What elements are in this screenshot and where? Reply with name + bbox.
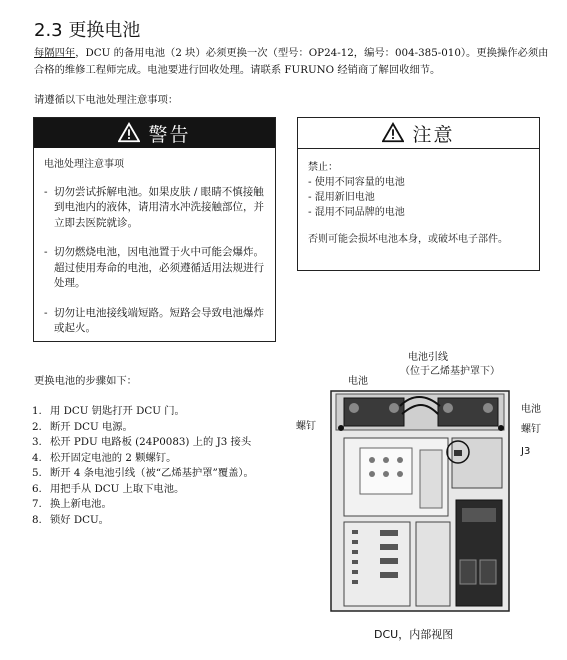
intro-paragraph	[34, 45, 554, 79]
step-text: 换上新电池。	[50, 498, 112, 510]
warning-box	[33, 117, 276, 342]
follow-text: 请遵循以下电池处理注意事项：	[34, 94, 179, 106]
step-item	[32, 435, 254, 451]
warning-triangle-icon	[118, 122, 140, 144]
caution-item: - 混用不同品牌的电池	[308, 207, 405, 218]
screw-right	[498, 425, 504, 431]
warning-header	[34, 118, 275, 148]
caution-item: - 使用不同容量的电池	[308, 177, 405, 188]
label-battery-right: 电池	[521, 404, 541, 415]
warning-item: - 切勿让电池接线端短路。短路会导致电池爆炸或起火。	[44, 306, 265, 337]
step-item	[32, 420, 254, 436]
warning-title: 警告	[148, 123, 191, 146]
label-screw-right: 螺钉	[521, 424, 541, 435]
warning-subtitle: 电池处理注意事项	[44, 159, 124, 170]
step-item	[32, 451, 254, 467]
step-number: 1.	[32, 405, 42, 417]
step-item	[32, 404, 254, 420]
label-screw-left: 螺钉	[296, 421, 316, 432]
warning-item: - 切勿尝试拆解电池。如果皮肤 / 眼睛不慎接触到电池内的液体，请用清水冲洗接触部位，并立即去医院就诊。	[44, 185, 265, 232]
screw-left	[338, 425, 344, 431]
procedure-intro: 更换电池的步骤如下：	[34, 375, 137, 387]
step-text: 松开固定电池的 2 颗螺钉。	[50, 451, 177, 464]
step-item	[32, 482, 254, 498]
step-number: 4.	[32, 451, 42, 464]
step-item	[32, 497, 254, 513]
step-number: 3.	[32, 436, 42, 448]
step-text: 松开 PDU 电路板 (24P0083) 上的 J3 接头	[50, 436, 252, 448]
caution-item-text: 混用不同品牌的电池	[314, 207, 405, 218]
step-text: 用 DCU 钥匙打开 DCU 门。	[50, 405, 185, 417]
label-battery-leads-note: （位于乙烯基护罩下）	[400, 366, 500, 377]
warning-item: - 切勿燃烧电池，因电池置于火中可能会爆炸。超过使用寿命的电池，必须遵循适用法规进行处理。	[44, 245, 265, 292]
step-number: 7.	[32, 498, 42, 510]
warning-item-text: 切勿尝试拆解电池。如果皮肤 / 眼睛不慎接触到电池内的液体，请用清水冲洗接触部位，并立即去医院就诊。	[54, 185, 264, 229]
label-battery-left: 电池	[348, 376, 368, 387]
step-text: 用把手从 DCU 上取下电池。	[50, 482, 185, 495]
intro-underlined-text: 每隔四年	[34, 47, 76, 59]
caution-title: 注意	[412, 123, 455, 146]
step-text: 锁好 DCU。	[50, 513, 109, 526]
label-j3: J3	[521, 446, 531, 457]
caution-box	[297, 117, 540, 271]
procedure-steps	[32, 404, 254, 528]
dcu-interior-figure	[330, 390, 510, 612]
warning-item-text: 切勿燃烧电池，因电池置于火中可能会爆炸。超过使用寿命的电池，必须遵循适用法规进行处理。	[54, 246, 264, 289]
step-number: 8.	[32, 513, 42, 526]
intro-text: ，DCU 的备用电池（2 块）必须更换一次（型号：OP24-12，编号：004-385-010）。更换操作必须由合格的维修工程师完成。电池要进行回收处理。请联系 FURUNO 经销商了解回收细节。	[34, 47, 549, 76]
caution-item-text: 使用不同容量的电池	[314, 177, 405, 188]
caution-item: - 混用新旧电池	[308, 192, 375, 203]
step-item	[32, 513, 254, 529]
caution-prohibited-label: 禁止：	[308, 162, 338, 173]
step-text: 断开 DCU 电源。	[50, 420, 133, 433]
warning-item-text: 切勿让电池接线端短路。短路会导致电池爆炸或起火。	[54, 306, 264, 334]
caution-item-text: 混用新旧电池	[314, 192, 375, 203]
step-text: 断开 4 条电池引线（被“乙烯基护罩”覆盖）。	[50, 467, 254, 479]
step-number: 5.	[32, 467, 42, 479]
caution-note: 否则可能会损坏电池本身，或破坏电子部件。	[308, 234, 508, 245]
step-number: 2.	[32, 420, 42, 433]
figure-caption: DCU，内部视图	[374, 628, 454, 641]
step-number: 6.	[32, 482, 42, 495]
caution-header	[298, 118, 539, 149]
step-item	[32, 466, 254, 482]
section-title: 2.3 更换电池	[34, 20, 141, 41]
label-battery-leads: 电池引线	[408, 352, 448, 363]
caution-triangle-icon	[382, 122, 404, 144]
